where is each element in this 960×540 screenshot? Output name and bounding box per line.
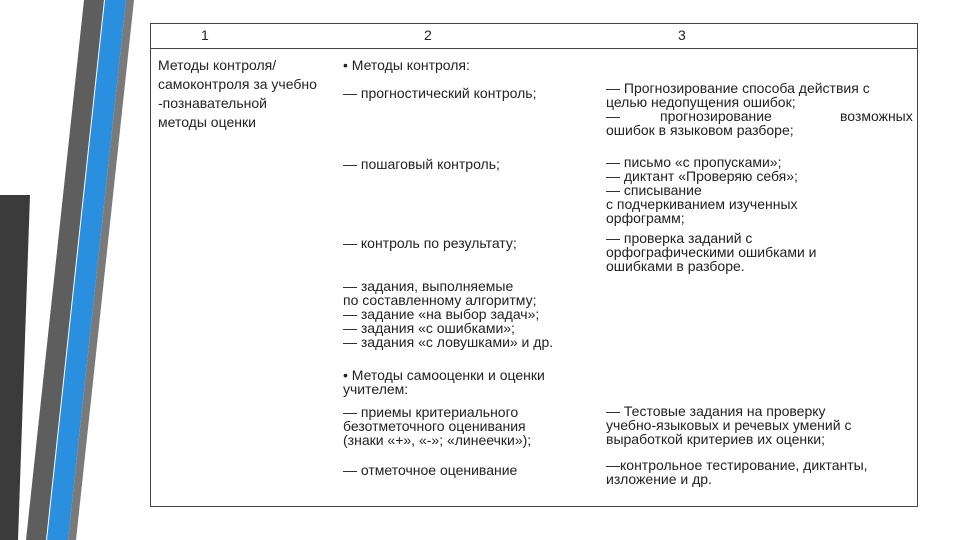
writing-line-5: орфограмм;	[606, 210, 685, 226]
control-line-2: изложение и др.	[606, 471, 712, 487]
result-control: — контроль по результату;	[343, 235, 517, 251]
mark-assessment: — отметочное оценивание	[343, 462, 518, 478]
tasks-line-2: по составленному алгоритму;	[343, 292, 537, 308]
forecast-word-1: прогнозирование	[660, 108, 772, 124]
criteria-line-2: безотметочного оценивания	[343, 418, 526, 434]
stepwise-control: — пошаговый контроль;	[343, 156, 500, 172]
writing-line-3: — списывание	[606, 182, 702, 198]
tests-line-1: — Тестовые задания на проверку	[606, 403, 826, 419]
col1-line-4: методы оценки	[158, 114, 256, 130]
column-header-2: 2	[424, 27, 432, 43]
decorative-stripes	[0, 0, 140, 540]
col1-line-1: Методы контроля/	[158, 57, 277, 73]
tasks-line-4: — задания «с ошибками»;	[343, 320, 515, 336]
column-header-1: 1	[201, 27, 209, 43]
tests-line-2: учебно-языковых и речевых умений с	[606, 417, 852, 433]
forecast-line-4: ошибок в языковом разборе;	[606, 122, 794, 138]
prognostic-control: — прогностический контроль;	[343, 85, 537, 101]
header-divider	[151, 48, 917, 49]
col1-line-3: -познавательной	[158, 95, 267, 111]
self-assessment-title-1: • Методы самооценки и оценки	[343, 367, 545, 383]
forecast-line-1: — Прогнозирование способа действия с	[606, 80, 870, 96]
writing-line-4: с подчеркиванием изученных	[606, 196, 798, 212]
tasks-line-1: — задания, выполняемые	[343, 278, 514, 294]
column-header-3: 3	[678, 27, 686, 43]
control-line-1: —контрольное тестирование, диктанты,	[606, 457, 868, 473]
forecast-dash: —	[606, 108, 620, 124]
writing-line-2: — диктант «Проверяю себя»;	[606, 168, 798, 184]
writing-line-7: орфографическими ошибками и	[606, 244, 817, 260]
tests-line-3: выработкой критериев их оценки;	[606, 431, 825, 447]
forecast-word-2: возможных	[840, 108, 913, 124]
writing-line-1: — письмо «с пропусками»;	[606, 154, 782, 170]
col1-line-2: самоконтроля за учебно	[158, 76, 317, 92]
criteria-line-3: (знаки «+», «-»; «линеечки»);	[343, 432, 532, 448]
stripe-dark	[0, 195, 30, 540]
writing-line-8: ошибками в разборе.	[606, 258, 745, 274]
control-methods-title: • Методы контроля:	[343, 57, 470, 73]
forecast-line-2: целью недопущения ошибок;	[606, 94, 796, 110]
criteria-line-1: — приемы критериального	[343, 404, 519, 420]
self-assessment-title-2: учителем:	[343, 381, 409, 397]
tasks-line-5: — задания «с ловушками» и др.	[343, 334, 554, 350]
methods-table	[150, 23, 918, 507]
writing-line-6: — проверка заданий с	[606, 230, 753, 246]
tasks-line-3: — задание «на выбор задач»;	[343, 306, 540, 322]
